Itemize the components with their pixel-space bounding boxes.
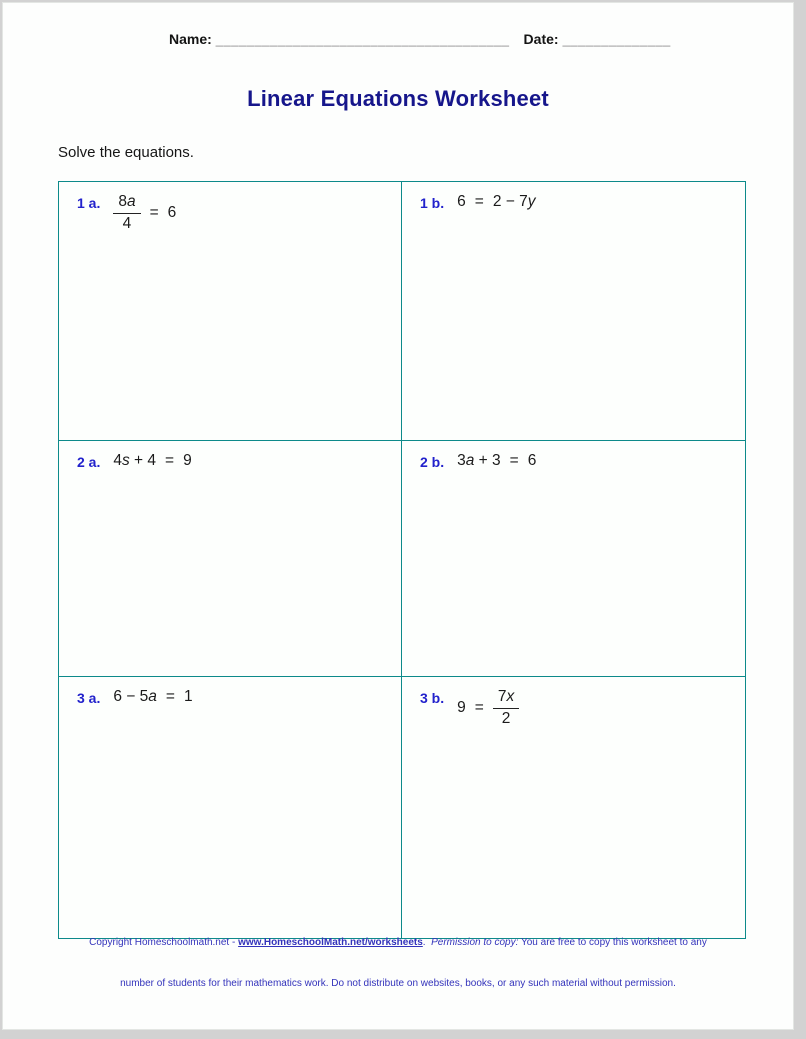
lhs-constant-part: + 4 [129,452,157,469]
rhs-variable: y [527,193,536,210]
left-hand-side [457,452,501,470]
fraction-denominator: 2 [501,709,511,727]
worksheets-link[interactable]: www.HomeschoolMath.net/worksheets [238,937,423,948]
problem-cell-1a [59,182,402,441]
date-label: Date: [523,31,559,47]
copyright-footer [3,909,793,1017]
lhs-coefficient: 3 [457,452,466,469]
lhs-variable: a [465,452,475,469]
copyright-text: Copyright Homeschoolmath.net - [89,937,239,948]
equals-sign: = [509,452,519,469]
numerator-coefficient: 7 [497,688,507,705]
footer-line-1 [3,936,793,950]
page-title: Linear Equations Worksheet [247,86,549,111]
fraction-denominator: 4 [122,214,132,232]
lhs-variable: s [121,452,130,469]
right-hand-side: 6 [527,452,537,469]
equals-sign: = [165,688,175,705]
problem-cell-3b [402,677,745,938]
problem-grid [58,181,746,939]
right-hand-side [493,193,536,211]
fraction-numerator [113,193,140,214]
equation-2b [457,452,536,470]
equation-3a [113,688,192,706]
equation-1b [457,193,535,211]
problem-label-1a: 1 a. [77,195,101,211]
equation-1a [113,193,176,233]
name-date-row [169,31,671,47]
problem-cell-2a [59,441,402,677]
equals-sign: = [149,204,159,222]
equals-sign: = [474,193,484,210]
problem-cell-3a [59,677,402,938]
worksheet-page [2,2,794,1030]
left-hand-side: 9 [457,699,466,717]
problem-label-2b: 2 b. [420,454,445,470]
footer-punctuation: . [422,937,432,948]
numerator-variable: a [126,193,136,210]
right-hand-side: 6 [167,204,177,222]
lhs-coefficient: 4 [113,452,122,469]
right-hand-side: 1 [183,688,193,705]
problem-label-2a: 2 a. [77,454,101,470]
instructions-text: Solve the equations. [58,144,194,161]
footer-text-continue: You are free to copy this worksheet to any [518,937,707,948]
permission-to-copy-text: Permission to copy: [431,937,519,948]
lhs-variable: a [148,688,157,705]
left-hand-side: 6 [457,193,466,210]
equation-2a [113,452,191,470]
name-label: Name: [169,31,212,47]
problem-cell-1b [402,182,745,441]
lhs-constant-part: 6 − 5 [113,688,149,705]
numerator-coefficient: 8 [118,193,127,210]
equals-sign: = [474,699,484,717]
left-hand-side [113,452,156,470]
problem-cell-2b [402,441,745,677]
fraction-numerator [493,688,519,709]
numerator-variable: x [506,688,515,705]
name-blank-line: ______________________________________ [215,32,510,47]
equation-3b [457,688,519,728]
rhs-constant-part: 2 − 7 [492,193,528,210]
problem-label-1b: 1 b. [420,195,445,211]
problem-label-3a: 3 a. [77,690,101,706]
fraction-1a [113,193,140,233]
footer-line-2: number of students for their mathematics work. Do not distribute on websites, books, or any such material without permission. [120,977,676,989]
equals-sign: = [165,452,175,469]
right-hand-side: 9 [183,452,192,469]
lhs-constant-part: + 3 [474,452,501,469]
fraction-3b [493,688,519,728]
date-blank-line: ______________ [562,32,671,47]
problem-label-3b: 3 b. [420,690,445,706]
left-hand-side [113,688,157,706]
